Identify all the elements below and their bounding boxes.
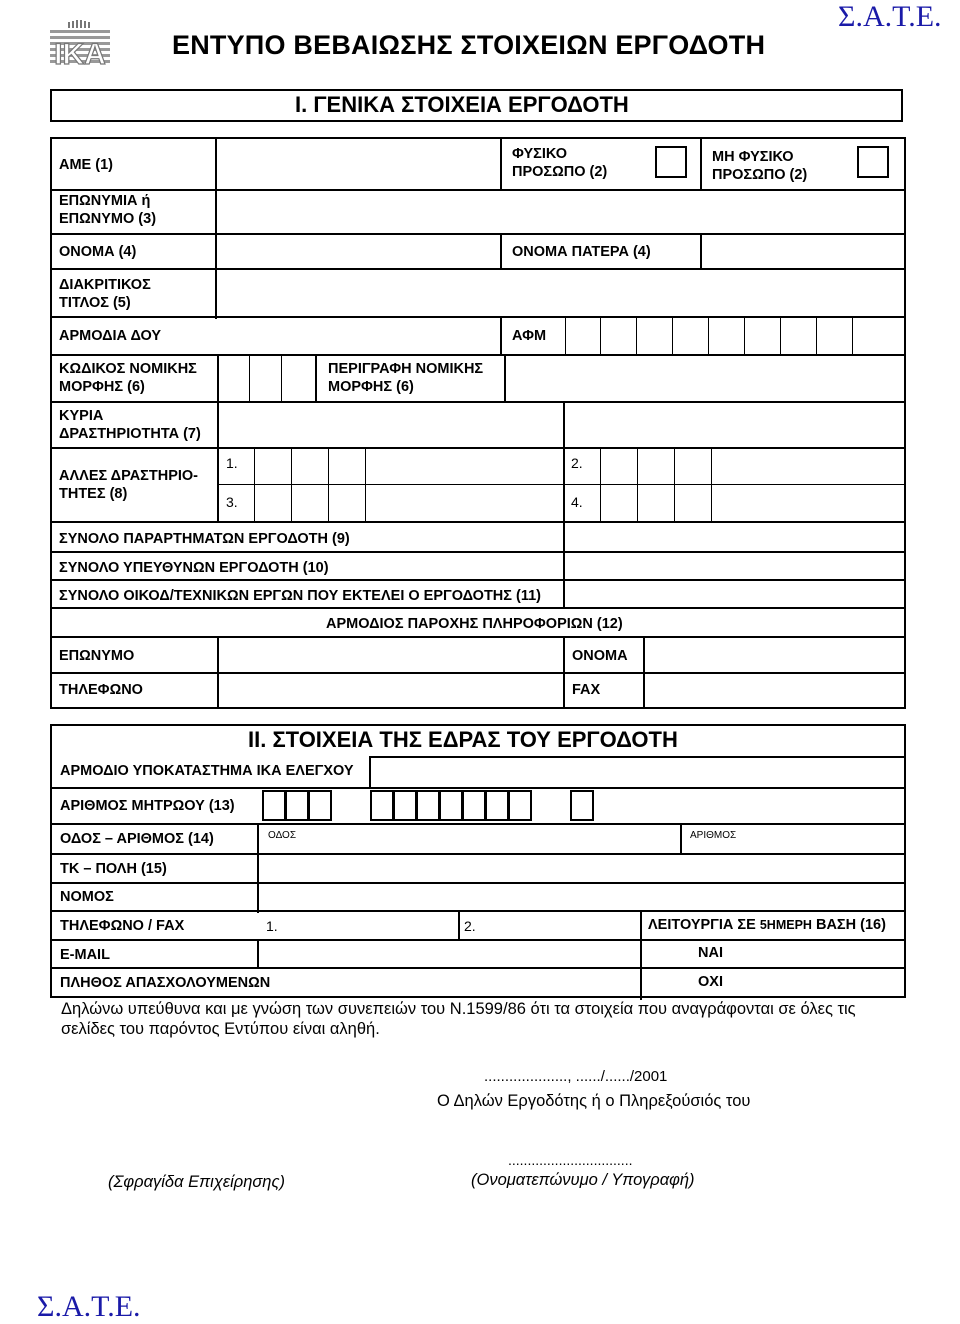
- fysiko-label: ΦΥΣΙΚΟ ΠΡΟΣΩΠΟ (2): [512, 146, 608, 180]
- diakritikos-label: ΔΙΑΚΡΙΤΙΚΟΣ ΤΙΤΛΟΣ (5): [59, 277, 151, 311]
- fax-label: FAX: [572, 682, 601, 698]
- tilefono-fax-label: ΤΗΛΕΦΩΝΟ / FAX: [60, 918, 185, 934]
- svg-text:ΙΚΑ: ΙΚΑ: [54, 38, 106, 68]
- alles-label: ΑΛΛΕΣ ΔΡΑΣΤΗΡΙΟ-ΤΗΤΕΣ (8): [59, 468, 199, 502]
- synolo-ypeythynon-label: ΣΥΝΟΛΟ ΥΠΕΥΘΥΝΩΝ ΕΡΓΟΔΟΤΗ (10): [59, 560, 329, 576]
- mitroou-box-6[interactable]: [416, 790, 440, 821]
- arithmos-small-label: ΑΡΙΘΜΟΣ: [690, 830, 737, 841]
- ika-logo: [48, 20, 112, 68]
- activity-2-label: 2.: [571, 455, 583, 471]
- signature-caption: (Ονοματεπώνυμο / Υπογραφή): [471, 1171, 695, 1189]
- onoma-patera-label: ΟΝΟΜΑ ΠΑΤΕΡΑ (4): [512, 244, 651, 260]
- perigrafi-nomikis-label: ΠΕΡΙΓΡΑΦΗ ΝΟΜΙΚΗΣ ΜΟΡΦΗΣ (6): [328, 361, 484, 395]
- stamp-caption: (Σφραγίδα Επιχείρησης): [108, 1173, 285, 1191]
- form-title: ΕΝΤΥΠΟ ΒΕΒΑΙΩΣΗΣ ΣΤΟΙΧΕΙΩΝ ΕΡΓΟΔΟΤΗ: [172, 30, 766, 60]
- onoma-label: ΟΝΟΜΑ (4): [59, 244, 137, 260]
- activity-1-label: 1.: [226, 455, 238, 471]
- mitroou-box-1[interactable]: [262, 790, 286, 821]
- section1-heading: I. ΓΕΝΙΚΑ ΣΤΟΙΧΕΙΑ ΕΡΓΟΔΟΤΗ: [295, 92, 629, 117]
- mitroou-box-3[interactable]: [308, 790, 332, 821]
- activity-4-label: 4.: [571, 494, 583, 510]
- mitroou-box-11[interactable]: [570, 790, 594, 821]
- mi-fysiko-prosopo-checkbox[interactable]: [857, 146, 889, 178]
- fysiko-prosopo-checkbox[interactable]: [655, 146, 687, 178]
- date-line: ...................., ....../....../2001: [484, 1068, 668, 1085]
- ika-logo-icon: [48, 20, 112, 68]
- mitroou-box-10[interactable]: [508, 790, 532, 821]
- form-code-bottom: Σ.Α.Τ.Ε.: [37, 1290, 141, 1323]
- tilefono-label: ΤΗΛΕΦΩΝΟ: [59, 682, 143, 698]
- mitroou-box-8[interactable]: [462, 790, 486, 821]
- mitroou-box-7[interactable]: [439, 790, 463, 821]
- activity-3-label: 3.: [226, 494, 238, 510]
- ame-label: ΑΜΕ (1): [59, 157, 113, 173]
- signature-dots: ................................: [508, 1152, 633, 1168]
- eponymo-label: ΕΠΩΝΥΜΟ: [59, 648, 135, 664]
- email-label: E-MAIL: [60, 947, 110, 963]
- kyria-label: ΚΥΡΙΑ ΔΡΑΣΤΗΡΙΟΤΗΤΑ (7): [59, 408, 201, 442]
- declaration-text: Δηλώνω υπεύθυνα και με γνώση των συνεπειών του Ν.1599/86 ότι τα στοιχεία που αναγράφονται σε όλες τις σελίδες του παρόντος Εντύπου είναι αληθή.: [61, 1000, 856, 1038]
- mitroou-box-5[interactable]: [393, 790, 417, 821]
- tilefono-1-label: 1.: [266, 918, 278, 934]
- mitroou-box-9[interactable]: [485, 790, 509, 821]
- tk-poli-label: ΤΚ – ΠΟΛΗ (15): [60, 861, 167, 877]
- onoma-contact-label: ΟΝΟΜΑ: [572, 648, 628, 664]
- eponymia-label: ΕΠΩΝΥΜΙΑ ή ΕΠΩΝΥΜΟ (3): [59, 193, 157, 227]
- oxi-label: ΟΧΙ: [698, 974, 723, 990]
- form-code-top: Σ.Α.Τ.Ε.: [838, 0, 942, 33]
- afm-label: ΑΦΜ: [512, 328, 547, 344]
- section2-heading: II. ΣΤΟΙΧΕΙΑ ΤΗΣ ΕΔΡΑΣ ΤΟΥ ΕΡΓΟΔΟΤΗ: [248, 727, 678, 752]
- odos-arithmos-label: ΟΔΟΣ – ΑΡΙΘΜΟΣ (14): [60, 831, 214, 847]
- synolo-parartimaton-label: ΣΥΝΟΛΟ ΠΑΡΑΡΤΗΜΑΤΩΝ ΕΡΓΟΔΟΤΗ (9): [59, 531, 350, 547]
- nai-label: ΝΑΙ: [698, 945, 723, 961]
- mi-fysiko-label: ΜΗ ΦΥΣΙΚΟ ΠΡΟΣΩΠΟ (2): [712, 149, 808, 183]
- synolo-ergon-label: ΣΥΝΟΛΟ ΟΙΚΟΔ/ΤΕΧΝΙΚΩΝ ΕΡΓΩΝ ΠΟΥ ΕΚΤΕΛΕΙ Ο ΕΡΓΟΔΟΤΗΣ (11): [59, 588, 541, 604]
- nomos-label: ΝΟΜΟΣ: [60, 889, 114, 905]
- armodio-ypokatastima-label: ΑΡΜΟΔΙΟ ΥΠΟΚΑΤΑΣΤΗΜΑ ΙΚΑ ΕΛΕΓΧΟΥ: [60, 763, 354, 779]
- leitourgia-label: ΛΕΙΤΟΥΡΓΙΑ ΣΕ 5ΗΜΕΡΗ ΒΑΣΗ (16): [648, 917, 886, 933]
- tilefono-2-label: 2.: [464, 918, 476, 934]
- declarant-text: Ο Δηλών Εργοδότης ή ο Πληρεξούσιός του: [437, 1092, 751, 1110]
- kodikos-nomikis-label: ΚΩΔΙΚΟΣ ΝΟΜΙΚΗΣ ΜΟΡΦΗΣ (6): [59, 361, 197, 395]
- armodios-paroxis-label: ΑΡΜΟΔΙΟΣ ΠΑΡΟΧΗΣ ΠΛΗΡΟΦΟΡΙΩΝ (12): [326, 616, 623, 632]
- armodia-doy-label: ΑΡΜΟΔΙΑ ΔΟΥ: [59, 328, 162, 344]
- arithmos-mitroou-label: ΑΡΙΘΜΟΣ ΜΗΤΡΩΟΥ (13): [60, 798, 235, 814]
- odos-small-label: ΟΔΟΣ: [268, 830, 296, 841]
- mitroou-box-2[interactable]: [285, 790, 309, 821]
- mitroou-box-4[interactable]: [370, 790, 394, 821]
- plithos-label: ΠΛΗΘΟΣ ΑΠΑΣΧΟΛΟΥΜΕΝΩΝ: [60, 975, 271, 991]
